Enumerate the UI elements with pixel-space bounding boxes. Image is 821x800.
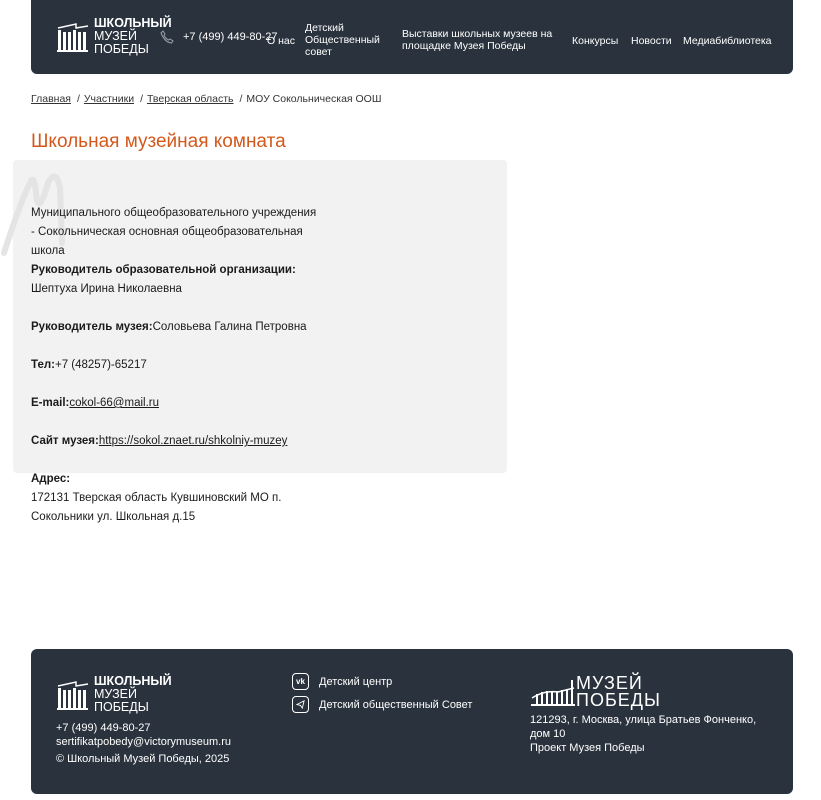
footer-link-kids-center-label: Детский центр xyxy=(319,675,393,688)
footer-school-museum-logo[interactable] xyxy=(56,675,172,714)
org-head-label: Руководитель образовательной организации: xyxy=(31,264,296,276)
site-row xyxy=(31,432,331,451)
page-title: Школьная музейная комната xyxy=(31,131,286,152)
footer-project: Проект Музея Победы xyxy=(530,742,645,754)
org-name-line-1: Муниципального общеобразовательного учреждения xyxy=(31,207,317,219)
footer-link-kids-center[interactable] xyxy=(292,673,472,690)
victory-museum-line-2: ПОБЕДЫ xyxy=(576,690,661,710)
nav-contests[interactable]: Конкурсы xyxy=(572,35,619,47)
site-label: Сайт музея: xyxy=(31,435,99,447)
museum-head-name: Соловьева Галина Петровна xyxy=(152,321,307,333)
footer-logo-line-3: ПОБЕДЫ xyxy=(94,700,149,714)
nav-news[interactable]: Новости xyxy=(631,35,672,47)
museum-head-label: Руководитель музея: xyxy=(31,321,153,333)
footer-address xyxy=(530,713,770,755)
nav-exhibitions[interactable]: Выставки школьных музеев на площадке Музея Победы xyxy=(402,28,553,52)
phone-label: Тел: xyxy=(31,359,55,371)
phone-icon xyxy=(160,30,174,44)
phone-value: +7 (48257)-65217 xyxy=(54,359,147,371)
breadcrumb-separator: / xyxy=(140,93,143,105)
site-footer xyxy=(31,649,793,794)
breadcrumb-current: МОУ Сокольническая ООШ xyxy=(246,93,382,105)
footer-contacts xyxy=(56,721,231,749)
org-name-line-2: - Сокольническая основная общеобразовательная xyxy=(31,226,303,238)
email-link[interactable]: cokol-66@mail.ru xyxy=(69,397,159,409)
footer-link-kids-council-label: Детский общественный Совет xyxy=(319,698,473,711)
site-link[interactable]: https://sokol.znaet.ru/shkolniy-muzey xyxy=(98,435,288,447)
footer-phone[interactable]: +7 (499) 449-80-27 xyxy=(56,722,151,734)
footer-copyright: © Школьный Музей Победы, 2025 xyxy=(56,753,230,765)
site-header xyxy=(31,0,793,74)
school-museum-logo[interactable] xyxy=(56,17,172,56)
breadcrumb-separator: / xyxy=(239,93,243,105)
museum-logo-icon xyxy=(56,20,90,54)
nav-kids-council[interactable]: Детский Общественный совет xyxy=(305,22,380,58)
footer-email[interactable]: sertifikatpobedy@victorymuseum.ru xyxy=(56,736,232,748)
museum-head-row xyxy=(31,318,331,337)
breadcrumb xyxy=(31,93,381,105)
vk-icon: vk xyxy=(292,673,309,690)
footer-logo-line-2: МУЗЕЙ xyxy=(94,687,137,701)
nav-about[interactable]: О нас xyxy=(267,35,295,47)
breadcrumb-separator: / xyxy=(76,93,80,105)
address-line-2: Сокольники ул. Школьная д.15 xyxy=(31,511,196,523)
breadcrumb-participants[interactable]: Участники xyxy=(83,93,135,105)
footer-logo-line-1: ШКОЛЬНЫЙ xyxy=(94,674,172,688)
phone-row xyxy=(31,356,331,375)
telegram-icon xyxy=(292,696,309,713)
email-row xyxy=(31,394,331,413)
footer-link-kids-council[interactable] xyxy=(292,696,472,713)
footer-address-line-1: 121293, г. Москва, улица Братьев Фонченко, xyxy=(530,714,757,726)
nav-media-library[interactable]: Медиабиблиотека xyxy=(683,35,772,47)
address-line-1: 172131 Тверская область Кувшиновский МО п. xyxy=(31,492,282,504)
breadcrumb-home[interactable]: Главная xyxy=(31,93,71,105)
header-phone-number: +7 (499) 449-80-27 xyxy=(183,31,278,43)
museum-info xyxy=(31,204,331,527)
address-label: Адрес: xyxy=(31,473,71,485)
footer-address-line-2: дом 10 xyxy=(530,728,566,740)
victory-museum-line-1: МУЗЕЙ xyxy=(576,673,643,693)
org-head-name: Шептуха Ирина Николаевна xyxy=(31,283,182,295)
victory-museum-icon xyxy=(530,676,576,708)
email-label: E-mail: xyxy=(31,397,70,409)
museum-logo-icon xyxy=(56,678,90,712)
footer-links xyxy=(292,673,472,719)
victory-museum-logo[interactable] xyxy=(530,675,661,709)
org-name-line-3: школа xyxy=(31,245,65,257)
logo-line-1: ШКОЛЬНЫЙ xyxy=(94,16,172,30)
logo-line-3: ПОБЕДЫ xyxy=(94,42,149,56)
breadcrumb-region[interactable]: Тверская область xyxy=(146,93,234,105)
logo-line-2: МУЗЕЙ xyxy=(94,29,137,43)
header-phone[interactable] xyxy=(160,30,277,44)
